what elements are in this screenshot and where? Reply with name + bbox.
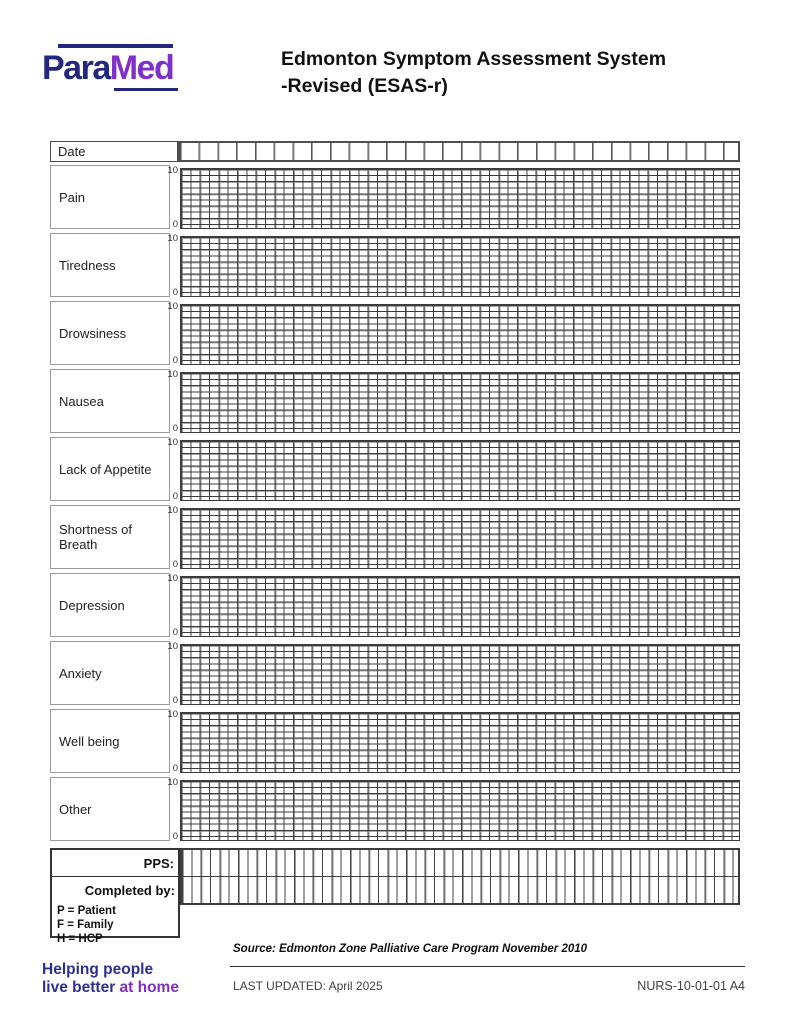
symptom-label-box bbox=[50, 301, 170, 365]
scale-min-label: 0 bbox=[172, 355, 178, 366]
summary-label-box bbox=[50, 848, 180, 945]
symptom-block-tiredness bbox=[0, 233, 791, 301]
scale-max-label: 10 bbox=[167, 641, 178, 652]
scale-min-label: 0 bbox=[172, 219, 178, 230]
date-label: Date bbox=[58, 144, 86, 159]
pps-label: PPS: bbox=[52, 850, 178, 877]
score-grid-depression[interactable] bbox=[180, 576, 740, 637]
symptom-label: Depression bbox=[59, 597, 125, 613]
symptom-label: Nausea bbox=[59, 393, 104, 409]
document-code: NURS-10-01-01 A4 bbox=[637, 979, 745, 993]
symptom-block-shortness-of-breath bbox=[0, 505, 791, 573]
symptom-block-drowsiness bbox=[0, 301, 791, 369]
symptom-label: Lack of Appetite bbox=[59, 461, 152, 477]
legend-item-family: F = Family bbox=[57, 919, 114, 931]
completed-by-legend bbox=[52, 903, 178, 946]
scale-max-label: 10 bbox=[167, 437, 178, 448]
scale-max-label: 10 bbox=[167, 777, 178, 788]
symptom-label-box bbox=[50, 369, 170, 433]
scale-min-label: 0 bbox=[172, 559, 178, 570]
score-grid-nausea[interactable] bbox=[180, 372, 740, 433]
symptom-label-box bbox=[50, 573, 170, 637]
scale-min-label: 0 bbox=[172, 287, 178, 298]
scale-min-label: 0 bbox=[172, 831, 178, 842]
logo-text-med: Med bbox=[109, 49, 174, 87]
scale-max-label: 10 bbox=[167, 505, 178, 516]
score-grid-drowsiness[interactable] bbox=[180, 304, 740, 365]
legend-item-hcp: H = HCP bbox=[57, 933, 103, 945]
pps-entry-cells[interactable] bbox=[180, 848, 740, 878]
score-grid-tiredness[interactable] bbox=[180, 236, 740, 297]
symptom-block-nausea bbox=[0, 369, 791, 437]
symptom-label-box bbox=[50, 233, 170, 297]
score-grid-shortness-of-breath[interactable] bbox=[180, 508, 740, 569]
symptom-label: Well being bbox=[59, 733, 120, 749]
symptom-block-depression bbox=[0, 573, 791, 641]
scale-max-label: 10 bbox=[167, 233, 178, 244]
symptom-label: Drowsiness bbox=[59, 325, 127, 341]
scale-min-label: 0 bbox=[172, 695, 178, 706]
symptom-label: Shortness of Breath bbox=[59, 522, 132, 552]
page-title-line2: -Revised (ESAS-r) bbox=[281, 75, 448, 97]
last-updated-text: LAST UPDATED: April 2025 bbox=[233, 979, 383, 993]
symptom-block-well-being bbox=[0, 709, 791, 777]
tagline-line1: Helping people bbox=[42, 961, 154, 978]
scale-max-label: 10 bbox=[167, 709, 178, 720]
symptom-block-lack-of-appetite bbox=[0, 437, 791, 505]
paramed-logo bbox=[42, 38, 192, 96]
symptom-label: Pain bbox=[59, 189, 86, 205]
scale-max-label: 10 bbox=[167, 369, 178, 380]
symptom-label: Tiredness bbox=[59, 257, 116, 273]
scale-min-label: 0 bbox=[172, 491, 178, 502]
scale-max-label: 10 bbox=[167, 165, 178, 176]
score-grid-other[interactable] bbox=[180, 780, 740, 841]
brand-tagline bbox=[42, 961, 179, 997]
symptom-label: Other bbox=[59, 801, 92, 817]
score-grid-well-being[interactable] bbox=[180, 712, 740, 773]
logo-bottom-bar bbox=[114, 88, 178, 91]
score-grid-lack-of-appetite[interactable] bbox=[180, 440, 740, 501]
symptom-label-box bbox=[50, 777, 170, 841]
symptom-label: Anxiety bbox=[59, 665, 102, 681]
symptom-block-pain bbox=[0, 165, 791, 233]
logo-wordmark bbox=[42, 49, 173, 87]
footer-divider bbox=[230, 966, 745, 967]
symptom-block-anxiety bbox=[0, 641, 791, 709]
date-entry-cells[interactable] bbox=[178, 141, 740, 162]
page-title bbox=[281, 46, 711, 100]
scale-max-label: 10 bbox=[167, 301, 178, 312]
scale-min-label: 0 bbox=[172, 627, 178, 638]
symptom-label-box bbox=[50, 437, 170, 501]
tagline-line2 bbox=[42, 979, 179, 997]
logo-top-bar bbox=[58, 44, 173, 48]
tagline-line2-accent: at home bbox=[119, 979, 179, 996]
score-grid-pain[interactable] bbox=[180, 168, 740, 229]
scale-min-label: 0 bbox=[172, 763, 178, 774]
scale-max-label: 10 bbox=[167, 573, 178, 584]
scale-min-label: 0 bbox=[172, 423, 178, 434]
symptom-block-other bbox=[0, 777, 791, 845]
completed-by-label: Completed by: bbox=[84, 882, 175, 898]
score-grid-anxiety[interactable] bbox=[180, 644, 740, 705]
date-label-box bbox=[50, 141, 178, 162]
legend-item-patient: P = Patient bbox=[57, 905, 116, 917]
symptom-label-box bbox=[50, 641, 170, 705]
source-note: Source: Edmonton Zone Palliative Care Program November 2010 bbox=[233, 943, 588, 955]
symptom-label-box bbox=[50, 709, 170, 773]
logo-text-para: Para bbox=[42, 49, 110, 87]
tagline-line2-prefix: live better bbox=[42, 979, 120, 996]
page-title-line1: Edmonton Symptom Assessment System bbox=[281, 48, 667, 70]
completed-by-entry-cells[interactable] bbox=[180, 877, 740, 905]
symptom-label-box bbox=[50, 505, 170, 569]
symptom-label-box bbox=[50, 165, 170, 229]
